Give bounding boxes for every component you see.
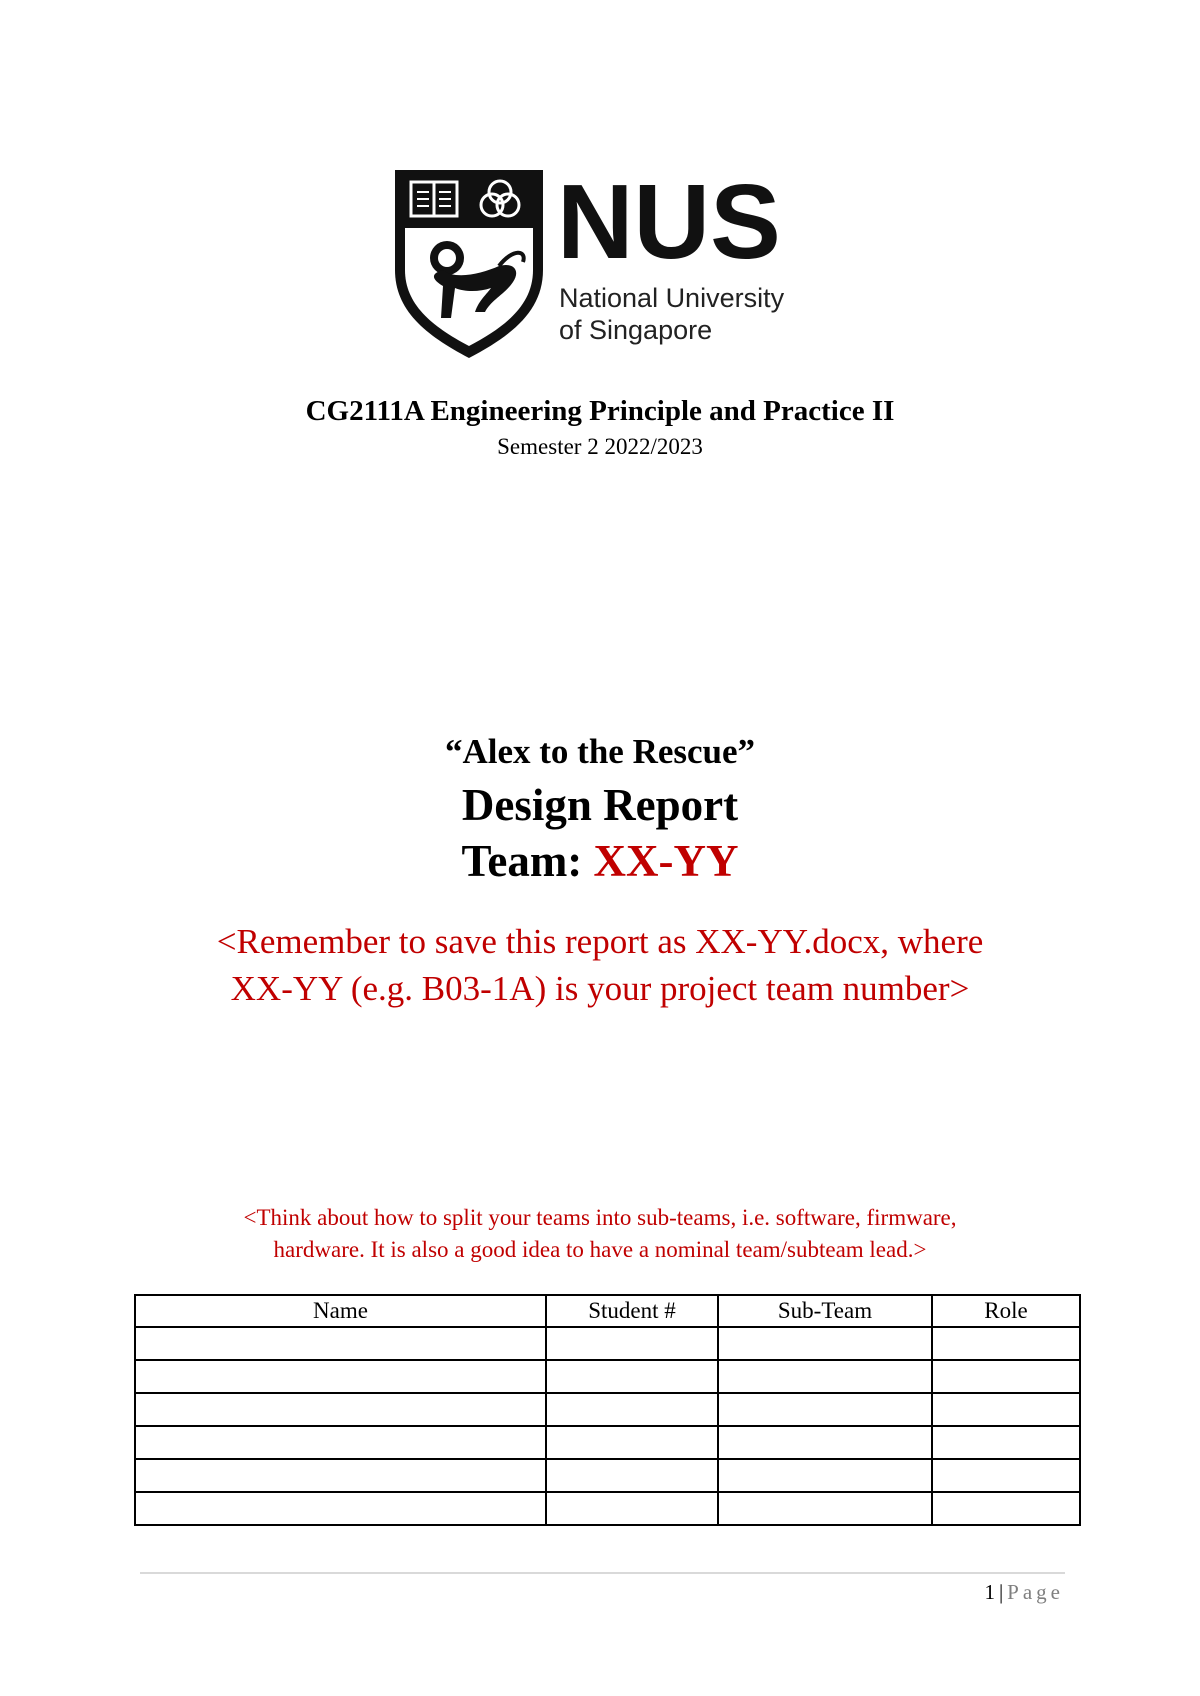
nus-name-line2: of Singapore <box>559 315 713 345</box>
cell-sub-team[interactable] <box>718 1327 932 1360</box>
team-line <box>0 835 1200 887</box>
members-table <box>134 1294 1081 1526</box>
cell-name[interactable] <box>135 1360 546 1393</box>
table-row <box>135 1360 1080 1393</box>
report-heading: Design Report <box>461 780 739 830</box>
nus-name-line1: National University <box>559 283 785 313</box>
note-line: <Think about how to split your teams into sub-teams, i.e. software, firmware, <box>243 1205 957 1230</box>
reminder-line: <Remember to save this report as XX-YY.docx, where <box>216 922 984 961</box>
reminder-line: XX-YY (e.g. B03-1A) is your project team number> <box>230 969 970 1008</box>
cell-student-number[interactable] <box>546 1360 718 1393</box>
page-number: 1 <box>984 1580 995 1604</box>
nus-logo <box>395 170 810 360</box>
cell-sub-team[interactable] <box>718 1360 932 1393</box>
cell-sub-team[interactable] <box>718 1459 932 1492</box>
cell-name[interactable] <box>135 1327 546 1360</box>
cell-sub-team[interactable] <box>718 1393 932 1426</box>
cell-student-number[interactable] <box>546 1426 718 1459</box>
header-role: Role <box>932 1295 1080 1327</box>
cell-name[interactable] <box>135 1492 546 1525</box>
subteam-note <box>100 1202 1100 1266</box>
header-sub-team: Sub-Team <box>718 1295 932 1327</box>
cell-role[interactable] <box>932 1492 1080 1525</box>
cell-name[interactable] <box>135 1426 546 1459</box>
team-label: Team: <box>461 836 594 886</box>
table-row <box>135 1393 1080 1426</box>
header-student-number: Student # <box>546 1295 718 1327</box>
cell-role[interactable] <box>932 1327 1080 1360</box>
cell-name[interactable] <box>135 1459 546 1492</box>
table-row <box>135 1426 1080 1459</box>
cell-role[interactable] <box>932 1393 1080 1426</box>
cell-role[interactable] <box>932 1459 1080 1492</box>
page-footer <box>984 1580 1064 1605</box>
cell-role[interactable] <box>932 1360 1080 1393</box>
team-code: XX-YY <box>593 836 739 886</box>
note-line: hardware. It is also a good idea to have a nominal team/subteam lead.> <box>273 1237 927 1262</box>
cell-student-number[interactable] <box>546 1327 718 1360</box>
cell-student-number[interactable] <box>546 1393 718 1426</box>
cell-sub-team[interactable] <box>718 1426 932 1459</box>
nus-crest-icon <box>395 170 543 358</box>
cell-role[interactable] <box>932 1426 1080 1459</box>
save-reminder <box>100 918 1100 1012</box>
cell-sub-team[interactable] <box>718 1492 932 1525</box>
semester-label: Semester 2 2022/2023 <box>497 434 703 459</box>
page-word: Page <box>1007 1580 1064 1604</box>
project-title: “Alex to the Rescue” <box>444 732 756 771</box>
footer-divider <box>140 1572 1065 1574</box>
table-header-row <box>135 1295 1080 1327</box>
table-row <box>135 1492 1080 1525</box>
cell-student-number[interactable] <box>546 1459 718 1492</box>
cell-student-number[interactable] <box>546 1492 718 1525</box>
table-row <box>135 1459 1080 1492</box>
cell-name[interactable] <box>135 1393 546 1426</box>
course-title: CG2111A Engineering Principle and Practice II <box>305 395 895 427</box>
header-name: Name <box>135 1295 546 1327</box>
nus-wordmark: NUS <box>557 170 781 281</box>
table-row <box>135 1327 1080 1360</box>
page-separator: | <box>998 1580 1004 1604</box>
